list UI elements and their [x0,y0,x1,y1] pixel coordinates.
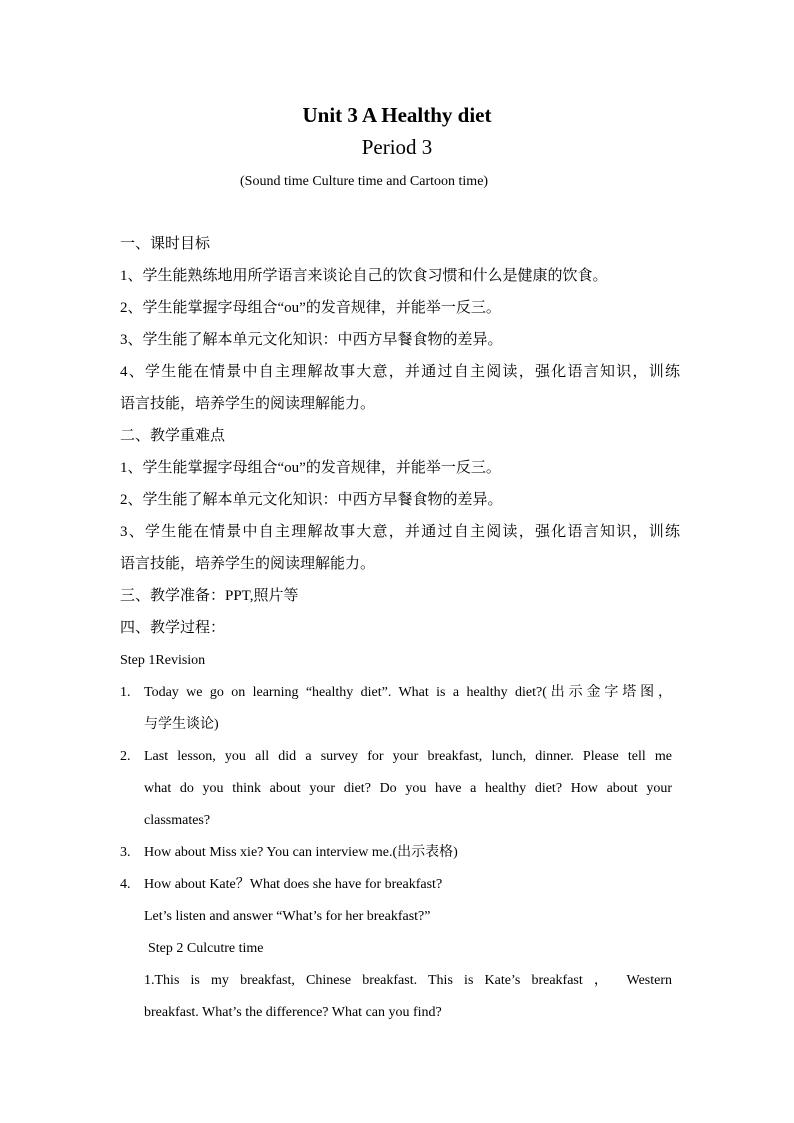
step2-line: breakfast. What’s the difference? What can you find? [144,1005,442,1020]
process-heading: 四、教学过程： [120,620,226,636]
period-label: Period 3 [361,135,433,159]
list-item: How about Miss xie? You can interview me.(出示表格) [144,845,458,860]
lesson-description: (Sound time Culture time and Cartoon time) [240,174,489,189]
key-point-item-continued: 语言技能，培养学生的阅读理解能力。 [120,556,376,572]
step2-heading: Step 2 Culcutre time [148,941,264,956]
objectives-heading: 一、课时目标 [120,236,211,252]
objective-item-continued: 语言技能，培养学生的阅读理解能力。 [120,396,376,412]
list-item: Last lesson, you all did a survey for your breakfast, lunch, dinner. Please tell me [144,749,672,764]
list-item-continued: classmates? [144,813,211,828]
key-points-heading: 二、教学重难点 [120,428,226,444]
list-number: 2. [120,749,131,764]
objective-item: 4、学生能在情景中自主理解故事大意，并通过自主阅读，强化语言知识，训练 [120,364,680,380]
objective-item: 3、学生能了解本单元文化知识：中西方早餐食物的差异。 [120,332,503,348]
list-number: 3. [120,845,131,860]
step2-line: 1.This is my breakfast, Chinese breakfast. This is Kate’s breakfast ， Western [144,973,672,988]
objective-item: 2、学生能掌握字母组合“ou”的发音规律，并能举一反三。 [120,300,501,316]
list-number: 4. [120,877,131,892]
preparation-line: 三、教学准备：PPT,照片等 [120,588,299,604]
key-point-item: 2、学生能了解本单元文化知识：中西方早餐食物的差异。 [120,492,503,508]
list-item-continued: 与学生谈论) [144,717,219,732]
key-point-item: 3、学生能在情景中自主理解故事大意，并通过自主阅读，强化语言知识，训练 [120,524,680,540]
step1-heading: Step 1Revision [120,653,206,668]
list-item: Today we go on learning “healthy diet”. What is a healthy diet?(出示金字塔图， [144,685,672,700]
list-item-continued: Let’s listen and answer “What’s for her breakfast?” [144,909,431,924]
list-number: 1. [120,685,131,700]
objective-item: 1、学生能熟练地用所学语言来谈论自己的饮食习惯和什么是健康的饮食。 [120,268,608,284]
list-item-continued: what do you think about your diet? Do you have a healthy diet? How about your [144,781,672,796]
document-title: Unit 3 A Healthy diet [302,103,492,127]
list-item: How about Kate？What does she have for breakfast? [144,877,443,892]
key-point-item: 1、学生能掌握字母组合“ou”的发音规律，并能举一反三。 [120,460,501,476]
